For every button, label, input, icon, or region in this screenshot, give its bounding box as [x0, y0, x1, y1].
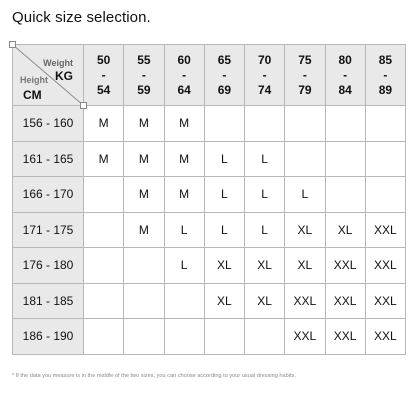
size-cell: XL — [285, 212, 325, 248]
size-cell: XXL — [365, 319, 405, 355]
size-cell — [124, 248, 164, 284]
weight-bottom: 54 — [96, 82, 111, 97]
size-cell: XXL — [325, 248, 365, 284]
size-cell: L — [164, 212, 204, 248]
size-cell: XXL — [325, 319, 365, 355]
size-cell: XXL — [325, 283, 365, 319]
size-cell: M — [84, 106, 124, 142]
weight-column-header — [164, 45, 204, 106]
table-row — [13, 141, 406, 177]
size-cell — [124, 319, 164, 355]
table-row — [13, 106, 406, 142]
weight-top: 65 — [217, 52, 232, 67]
size-cell — [365, 177, 405, 213]
weight-label: Weight — [43, 58, 73, 68]
size-cell: L — [285, 177, 325, 213]
size-cell: XL — [245, 248, 285, 284]
weight-bottom: 69 — [217, 82, 232, 97]
weight-column-header — [285, 45, 325, 106]
weight-top: 55 — [137, 52, 151, 67]
size-cell — [285, 106, 325, 142]
weight-top: 85 — [378, 52, 393, 67]
size-cell: L — [245, 177, 285, 213]
weight-column-header — [124, 45, 164, 106]
size-cell — [204, 319, 244, 355]
weight-dash: - — [222, 67, 227, 82]
weight-dash: - — [383, 67, 388, 82]
height-range-label: 166 - 170 — [13, 177, 84, 213]
size-cell — [285, 141, 325, 177]
size-cell — [84, 283, 124, 319]
size-cell — [84, 177, 124, 213]
size-cell: XL — [285, 248, 325, 284]
size-table — [12, 44, 406, 355]
weight-bottom: 89 — [378, 82, 393, 97]
corner-handle-diagonal-end — [80, 102, 87, 109]
table-row — [13, 248, 406, 284]
weight-top: 75 — [298, 52, 312, 67]
size-cell — [245, 106, 285, 142]
page-title: Quick size selection. — [12, 9, 151, 26]
size-cell: M — [124, 177, 164, 213]
size-cell: XXL — [285, 319, 325, 355]
size-cell: XXL — [365, 283, 405, 319]
height-range-label: 181 - 185 — [13, 283, 84, 319]
weight-column-header — [204, 45, 244, 106]
size-cell: M — [164, 106, 204, 142]
weight-column-header — [245, 45, 285, 106]
weight-dash: - — [182, 67, 187, 82]
size-cell — [325, 177, 365, 213]
weight-dash: - — [302, 67, 307, 82]
size-cell: L — [164, 248, 204, 284]
size-cell: XXL — [365, 248, 405, 284]
size-cell — [365, 106, 405, 142]
weight-column-header — [325, 45, 365, 106]
height-label: Height — [20, 75, 48, 85]
size-cell: L — [204, 212, 244, 248]
table-row — [13, 212, 406, 248]
size-cell — [84, 248, 124, 284]
size-cell: XL — [325, 212, 365, 248]
size-cell: L — [245, 141, 285, 177]
weight-bottom: 84 — [338, 82, 352, 97]
size-cell: XXL — [365, 212, 405, 248]
size-cell: XL — [204, 248, 244, 284]
size-cell — [84, 212, 124, 248]
size-cell — [84, 319, 124, 355]
weight-bottom: 74 — [257, 82, 272, 97]
table-row — [13, 283, 406, 319]
height-range-label: 156 - 160 — [13, 106, 84, 142]
size-cell: M — [84, 141, 124, 177]
height-unit: CM — [23, 88, 42, 102]
weight-column-header — [365, 45, 405, 106]
weight-dash: - — [262, 67, 267, 82]
size-cell — [325, 141, 365, 177]
size-cell: XL — [245, 283, 285, 319]
size-cell — [245, 319, 285, 355]
size-cell: L — [245, 212, 285, 248]
size-cell: M — [164, 177, 204, 213]
size-cell — [325, 106, 365, 142]
weight-dash: - — [101, 67, 106, 82]
size-cell: M — [124, 106, 164, 142]
weight-column-header — [84, 45, 124, 106]
corner-cell — [13, 45, 84, 106]
height-range-label: 176 - 180 — [13, 248, 84, 284]
size-cell: XXL — [285, 283, 325, 319]
table-row — [13, 177, 406, 213]
weight-top: 50 — [96, 52, 111, 67]
size-cell — [365, 141, 405, 177]
weight-unit: KG — [55, 69, 73, 83]
weight-bottom: 79 — [298, 82, 312, 97]
size-cell: M — [164, 141, 204, 177]
header-row — [13, 45, 406, 106]
weight-bottom: 59 — [137, 82, 151, 97]
size-cell — [164, 319, 204, 355]
weight-dash: - — [343, 67, 348, 82]
height-range-label: 171 - 175 — [13, 212, 84, 248]
size-table-body — [13, 106, 406, 355]
weight-bottom: 64 — [177, 82, 191, 97]
weight-top: 70 — [257, 52, 272, 67]
weight-dash: - — [141, 67, 146, 82]
size-cell — [124, 283, 164, 319]
table-row — [13, 319, 406, 355]
height-range-label: 161 - 165 — [13, 141, 84, 177]
size-cell: M — [124, 141, 164, 177]
weight-top: 60 — [177, 52, 191, 67]
height-range-label: 186 - 190 — [13, 319, 84, 355]
size-cell: M — [124, 212, 164, 248]
size-cell: L — [204, 177, 244, 213]
size-chart — [12, 44, 405, 354]
size-cell — [204, 106, 244, 142]
corner-handle-top-left — [9, 41, 16, 48]
footnote: * If the data you measure is in the middle of the two sizes, you can choose according to your usual dressing habits. — [12, 373, 296, 379]
size-cell: XL — [204, 283, 244, 319]
size-cell: L — [204, 141, 244, 177]
weight-top: 80 — [338, 52, 352, 67]
size-cell — [164, 283, 204, 319]
